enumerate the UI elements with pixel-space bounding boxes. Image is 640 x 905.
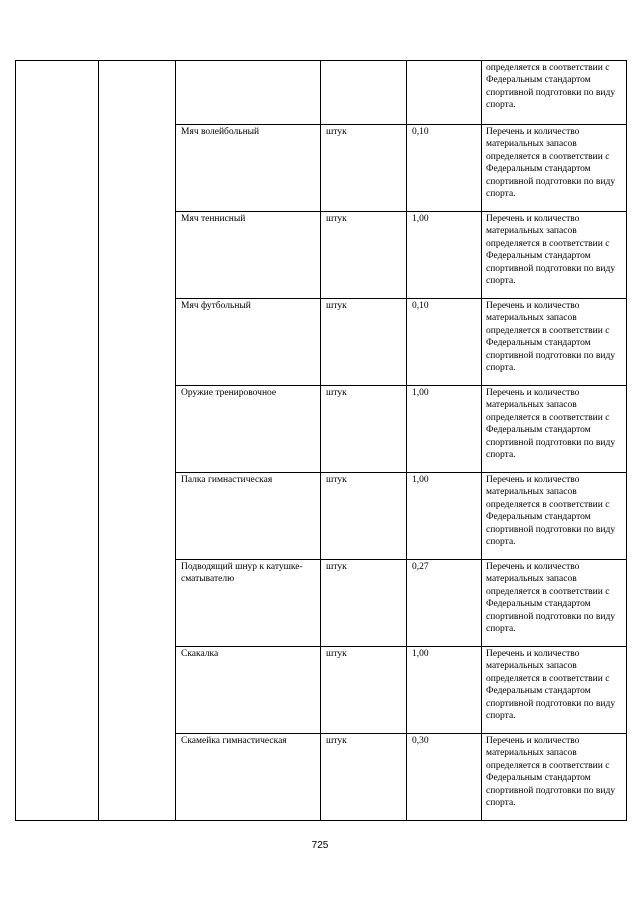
item-name-cell: Палка гимнастическая bbox=[176, 473, 321, 560]
unit-cell: штук bbox=[321, 734, 407, 821]
note-cell: Перечень и количество материальных запасов определяется в соответствии с Федеральным стандартом спортивной подготовки по виду спорта. bbox=[482, 560, 627, 647]
item-name-cell bbox=[176, 61, 321, 125]
item-name-cell: Мяч волейбольный bbox=[176, 125, 321, 212]
item-name-cell: Мяч теннисный bbox=[176, 212, 321, 299]
materials-table bbox=[15, 60, 627, 821]
unit-cell: штук bbox=[321, 212, 407, 299]
unit-cell bbox=[321, 61, 407, 125]
quantity-cell: 0,30 bbox=[407, 734, 482, 821]
item-name-cell: Скакалка bbox=[176, 647, 321, 734]
unit-cell: штук bbox=[321, 125, 407, 212]
note-cell: Перечень и количество материальных запасов определяется в соответствии с Федеральным стандартом спортивной подготовки по виду спорта. bbox=[482, 734, 627, 821]
unit-cell: штук bbox=[321, 386, 407, 473]
quantity-cell: 1,00 bbox=[407, 212, 482, 299]
quantity-cell: 1,00 bbox=[407, 647, 482, 734]
note-cell: Перечень и количество материальных запасов определяется в соответствии с Федеральным стандартом спортивной подготовки по виду спорта. bbox=[482, 125, 627, 212]
quantity-cell: 1,00 bbox=[407, 386, 482, 473]
note-cell: Перечень и количество материальных запасов определяется в соответствии с Федеральным стандартом спортивной подготовки по виду спорта. bbox=[482, 473, 627, 560]
item-name-cell: Оружие тренировочное bbox=[176, 386, 321, 473]
note-cell: Перечень и количество материальных запасов определяется в соответствии с Федеральным стандартом спортивной подготовки по виду спорта. bbox=[482, 386, 627, 473]
quantity-cell: 1,00 bbox=[407, 473, 482, 560]
unit-cell: штук bbox=[321, 647, 407, 734]
page-number: 725 bbox=[311, 840, 329, 851]
quantity-cell: 0,27 bbox=[407, 560, 482, 647]
item-name-cell: Мяч футбольный bbox=[176, 299, 321, 386]
item-name-cell: Скамейка гимнастическая bbox=[176, 734, 321, 821]
note-cell: Перечень и количество материальных запасов определяется в соответствии с Федеральным стандартом спортивной подготовки по виду спорта. bbox=[482, 299, 627, 386]
quantity-cell: 0,10 bbox=[407, 299, 482, 386]
table-row-continuation bbox=[16, 61, 627, 125]
note-cell: Перечень и количество материальных запасов определяется в соответствии с Федеральным стандартом спортивной подготовки по виду спорта. bbox=[482, 212, 627, 299]
note-cell: Перечень и количество материальных запасов определяется в соответствии с Федеральным стандартом спортивной подготовки по виду спорта. bbox=[482, 647, 627, 734]
merged-cell-col2 bbox=[99, 61, 176, 821]
note-cell: определяется в соответствии с Федеральным стандартом спортивной подготовки по виду спорта. bbox=[482, 61, 627, 125]
merged-cell-col1 bbox=[16, 61, 99, 821]
unit-cell: штук bbox=[321, 560, 407, 647]
item-name-cell: Подводящий шнур к катушке-сматывателю bbox=[176, 560, 321, 647]
quantity-cell bbox=[407, 61, 482, 125]
unit-cell: штук bbox=[321, 473, 407, 560]
unit-cell: штук bbox=[321, 299, 407, 386]
quantity-cell: 0,10 bbox=[407, 125, 482, 212]
